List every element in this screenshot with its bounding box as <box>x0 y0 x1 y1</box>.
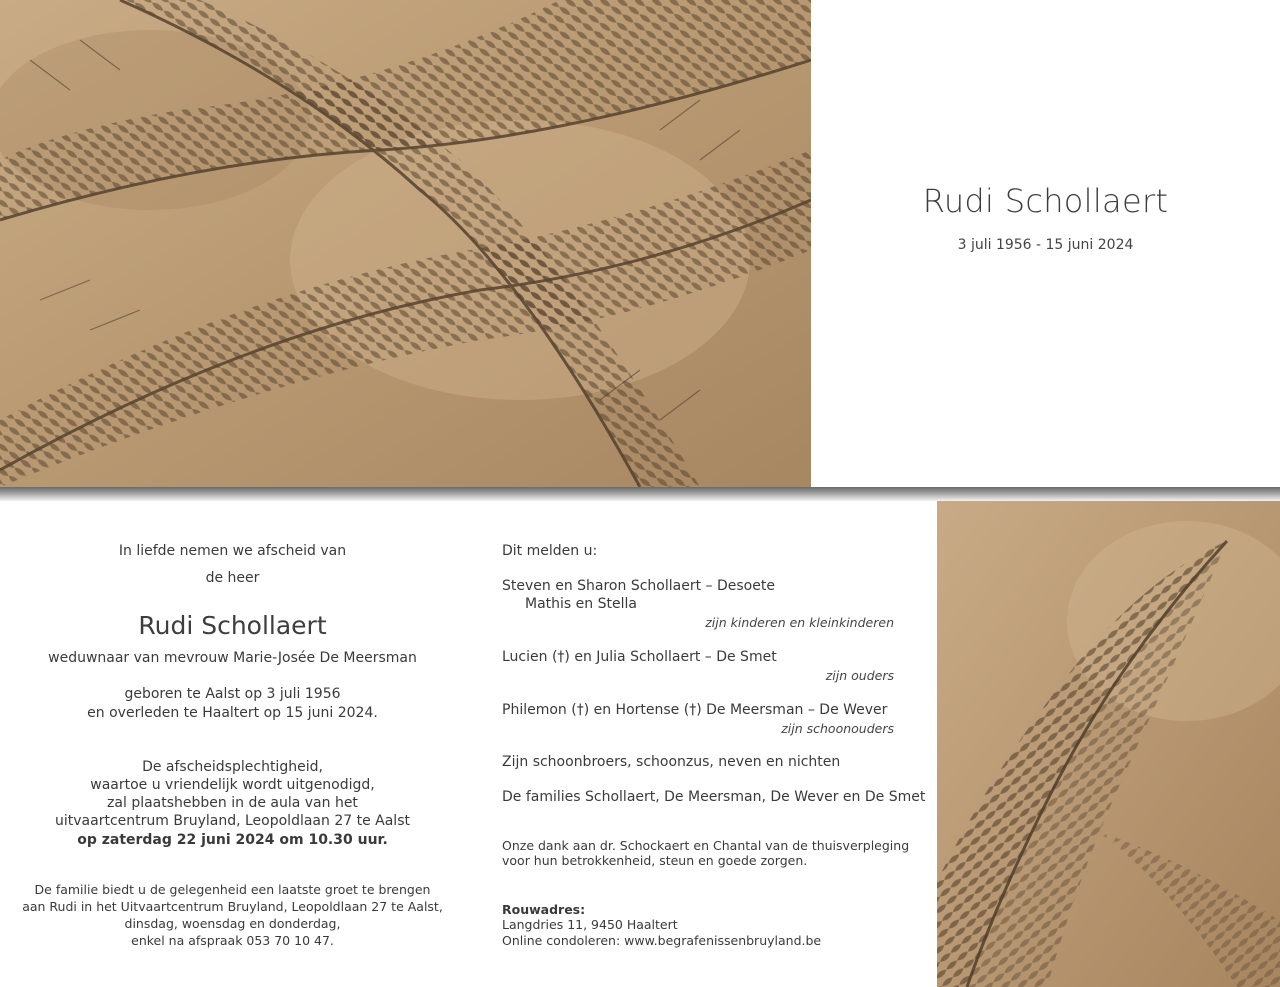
fossil-fern-photo-right <box>937 501 1280 987</box>
ceremony-line: uitvaartcentrum Bruyland, Leopoldlaan 27 te Aalst <box>55 813 410 829</box>
ceremony-line: zal plaatshebben in de aula van het <box>107 795 358 811</box>
children-relation: zijn kinderen en kleinkinderen <box>705 615 894 630</box>
children-text: Steven en Sharon Schollaert – Desoete <box>502 578 775 594</box>
visit-line: enkel na afspraak 053 70 10 47. <box>131 933 334 948</box>
parents-text: Lucien (†) en Julia Schollaert – De Smet <box>502 649 777 665</box>
title-text: de heer <box>205 570 260 586</box>
widower-text: weduwnaar van mevrouw Marie-Josée De Meersman <box>48 650 417 666</box>
visit-line: De familie biedt u de gelegenheid een laatste groet te brengen <box>34 882 431 897</box>
cover-panel <box>0 0 1280 487</box>
intro-text: In liefde nemen we afscheid van <box>118 543 347 559</box>
visit-line: aan Rudi in het Uitvaartcentrum Bruyland, Leopoldlaan 27 te Aalst, <box>22 899 443 914</box>
deceased-name: Rudi Schollaert <box>138 611 327 640</box>
siblings-text: Zijn schoonbroers, schoonzus, neven en nichten <box>502 754 841 770</box>
cover-dates: 3 juli 1956 - 15 juni 2024 <box>957 237 1134 253</box>
families-text: De families Schollaert, De Meersman, De Wever en De Smet <box>502 789 926 805</box>
inlaws-text: Philemon (†) en Hortense (†) De Meersman – De Wever <box>502 702 888 718</box>
born-text: geboren te Aalst op 3 juli 1956 <box>124 686 341 702</box>
grandchildren-text: Mathis en Stella <box>525 596 637 612</box>
condolences-link[interactable]: Online condoleren: www.begrafenissenbruyland.be <box>502 933 822 948</box>
ceremony-line: De afscheidsplechtigheid, <box>142 759 323 775</box>
visit-line: dinsdag, woensdag en donderdag, <box>124 916 341 931</box>
ceremony-line: waartoe u vriendelijk wordt uitgenodigd, <box>90 777 375 793</box>
parents-relation: zijn ouders <box>825 668 894 683</box>
thanks-line: Onze dank aan dr. Schockaert en Chantal van de thuisverpleging <box>502 838 910 853</box>
address-text: Langdries 11, 9450 Haaltert <box>502 917 678 932</box>
fold-divider <box>0 487 1280 501</box>
ceremony-date: op zaterdag 22 juni 2024 om 10.30 uur. <box>77 832 388 848</box>
thanks-line: voor hun betrokkenheid, steun en goede zorgen. <box>502 853 808 868</box>
cover-name: Rudi Schollaert <box>922 182 1169 220</box>
address-label: Rouwadres: <box>502 902 586 917</box>
fossil-fern-photo <box>0 0 811 487</box>
inlaws-relation: zijn schoonouders <box>781 721 894 736</box>
died-text: en overleden te Haaltert op 15 juni 2024. <box>87 705 378 721</box>
family-heading: Dit melden u: <box>502 543 598 559</box>
